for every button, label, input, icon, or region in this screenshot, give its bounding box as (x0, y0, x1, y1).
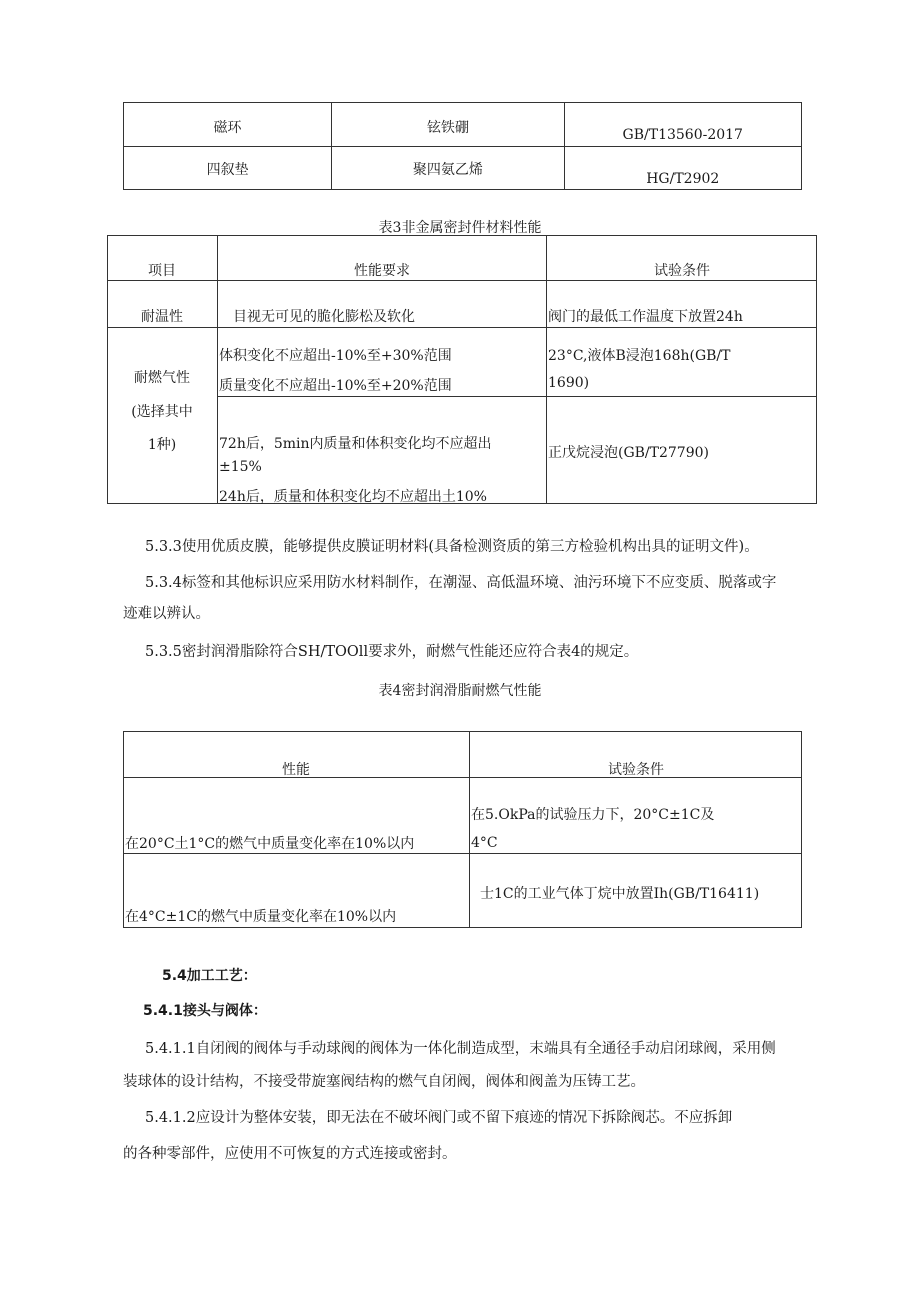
cell-text: 在20°C土1°C的燃气中质量变化率在10%以内 (125, 836, 415, 852)
cell-text: 耐燃气性 (134, 370, 190, 386)
paragraph: 装球体的设计结构，不接受带旋塞阀结构的燃气自闭阀，阀体和阀盖为压铸工艺。 (123, 1074, 645, 1090)
cell-text: (选择其中 (131, 404, 193, 420)
cell-text: 耐温性 (141, 309, 183, 325)
cell-text: 阀门的最低工作温度下放置24h (548, 309, 743, 325)
table-cell (564, 147, 801, 190)
header-item: 项目 (148, 263, 176, 279)
cell-text: 铉铁硼 (426, 120, 469, 136)
seal-material-table (107, 235, 817, 504)
grease-table (123, 731, 802, 928)
cell-text: 目视无可见的脆化膨松及软化 (233, 309, 415, 325)
header-requirement: 性能要求 (354, 263, 410, 279)
section-heading: 5.4加工工艺： (162, 968, 257, 984)
paragraph: 5.4.1.2应设计为整体安装，即无法在不破坏阀门或不留下痕迹的情况下拆除阀芯。不应拆卸 (145, 1110, 733, 1126)
cell-text: 质量变化不应超出-10%至+20%范围 (219, 378, 452, 394)
table-caption: 表4密封润滑脂耐燃气性能 (378, 683, 542, 699)
cell-text: GB/T13560-2017 (622, 127, 743, 143)
cell-text: 士1C的工业气体丁烷中放置Ih(GB/T16411) (480, 886, 760, 902)
paragraph: 的各种零部件，应使用不可恢复的方式连接或密封。 (123, 1146, 457, 1162)
paragraph: 5.3.4标签和其他标识应采用防水材料制作，在潮湿、高低温环境、油污环境下不应变质、脱落或字 (145, 575, 777, 591)
header-performance: 性能 (282, 762, 310, 778)
cell-text: 在5.OkPa的试验压力下，20°C±1C及 (471, 807, 715, 823)
table-caption: 表3非金属密封件材料性能 (378, 220, 542, 236)
cell-text: 1690) (548, 375, 590, 391)
subsection-heading: 5.4.1接头与阀体： (143, 1003, 267, 1019)
cell-text: 24h后，质量和体积变化均不应超出土10% (219, 489, 487, 505)
cell-text: HG/T2902 (646, 171, 720, 187)
cell-text: 四叙垫 (206, 162, 249, 178)
cell-text: 72h后，5min内质量和体积变化均不应超出 (219, 436, 492, 452)
cell-text: 1种) (147, 437, 177, 453)
cell-text: 正戊烷浸泡(GB/T27790) (548, 445, 709, 461)
cell-text: 23°C,液体B浸泡168h(GB/T (548, 348, 731, 364)
cell-text: 聚四氨乙烯 (412, 162, 483, 178)
header-condition: 试验条件 (608, 762, 664, 778)
cell-text: 在4°C±1C的燃气中质量变化率在10%以内 (125, 909, 397, 925)
paragraph: 5.3.5密封润滑脂除符合SH/TOOll要求外，耐燃气性能还应符合表4的规定。 (145, 644, 639, 660)
material-table (123, 102, 802, 190)
table-cell (564, 103, 801, 147)
table-cell (124, 103, 332, 147)
cell-text: 磁环 (213, 119, 242, 136)
table-cell (332, 147, 564, 190)
paragraph: 5.3.3使用优质皮膜，能够提供皮膜证明材料(具备检测资质的第三方检验机构出具的证明文件)。 (145, 539, 759, 555)
header-condition: 试验条件 (654, 263, 710, 279)
table-cell (124, 147, 332, 190)
table-cell (332, 103, 564, 147)
paragraph: 迹难以辨认。 (123, 606, 210, 622)
cell-text: 4°C (471, 835, 498, 851)
paragraph: 5.4.1.1自闭阀的阀体与手动球阀的阀体为一体化制造成型，末端具有全通径手动启闭球阀，采用侧 (145, 1041, 776, 1057)
cell-text: 体积变化不应超出-10%至+30%范围 (219, 348, 452, 364)
cell-text: ±15% (219, 459, 262, 475)
